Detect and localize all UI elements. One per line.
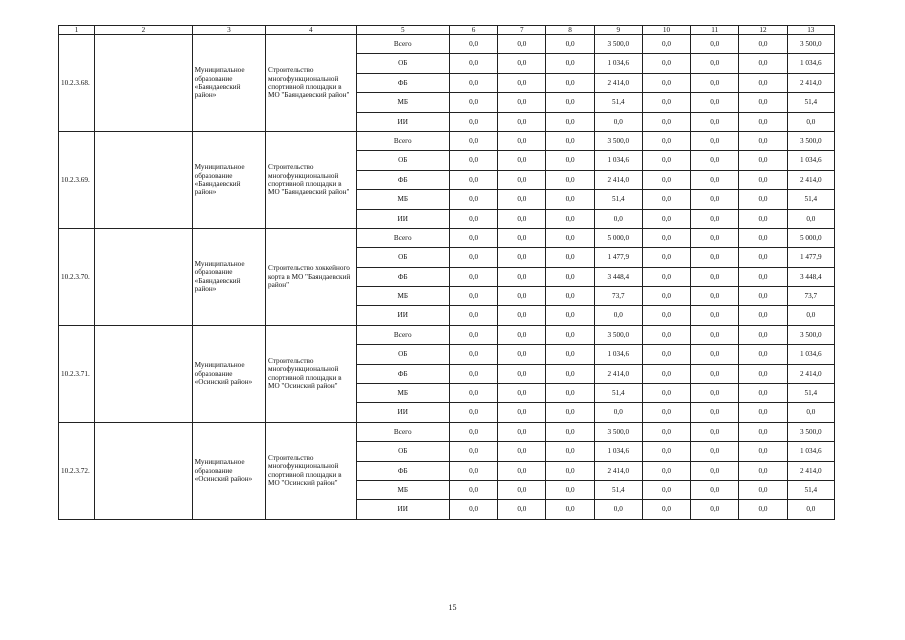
- value-cell: 0,0: [739, 345, 787, 364]
- value-cell: 0,0: [739, 461, 787, 480]
- column-number: 8: [546, 26, 594, 35]
- value-cell: 0,0: [642, 364, 690, 383]
- value-cell: 0,0: [739, 190, 787, 209]
- value-cell: 0,0: [642, 267, 690, 286]
- organization-cell: Муниципальное образование «Баяндаевский район»: [192, 131, 265, 228]
- value-cell: 0,0: [691, 190, 739, 209]
- page-number: 15: [448, 603, 457, 612]
- value-cell: 2 414,0: [787, 73, 834, 92]
- value-cell: 3 500,0: [787, 35, 834, 54]
- value-cell: 0,0: [498, 170, 546, 189]
- value-cell: 2 414,0: [787, 461, 834, 480]
- value-cell: 0,0: [449, 170, 497, 189]
- value-cell: 0,0: [739, 422, 787, 441]
- value-cell: 0,0: [739, 54, 787, 73]
- value-cell: 0,0: [739, 384, 787, 403]
- value-cell: 0,0: [449, 287, 497, 306]
- funding-source: ОБ: [356, 54, 449, 73]
- value-cell: 0,0: [498, 345, 546, 364]
- value-cell: 1 034,6: [594, 442, 642, 461]
- value-cell: 0,0: [642, 112, 690, 131]
- funding-source: Всего: [356, 35, 449, 54]
- value-cell: 2 414,0: [594, 364, 642, 383]
- funding-source: ИИ: [356, 306, 449, 325]
- funding-source: ОБ: [356, 248, 449, 267]
- funding-source: МБ: [356, 480, 449, 499]
- column-2-cell: [95, 228, 193, 325]
- value-cell: 0,0: [449, 228, 497, 247]
- value-cell: 0,0: [546, 461, 594, 480]
- value-cell: 0,0: [498, 190, 546, 209]
- value-cell: 0,0: [449, 131, 497, 150]
- value-cell: 3 448,4: [787, 267, 834, 286]
- value-cell: 0,0: [498, 306, 546, 325]
- value-cell: 51,4: [787, 480, 834, 499]
- value-cell: 2 414,0: [787, 170, 834, 189]
- column-2-cell: [95, 131, 193, 228]
- value-cell: 0,0: [691, 345, 739, 364]
- value-cell: 0,0: [642, 461, 690, 480]
- value-cell: 0,0: [739, 93, 787, 112]
- value-cell: 1 034,6: [787, 345, 834, 364]
- value-cell: 0,0: [498, 422, 546, 441]
- column-number: 10: [642, 26, 690, 35]
- value-cell: 1 034,6: [787, 442, 834, 461]
- value-cell: 0,0: [449, 403, 497, 422]
- value-cell: 0,0: [449, 190, 497, 209]
- value-cell: 0,0: [498, 287, 546, 306]
- funding-source: ОБ: [356, 151, 449, 170]
- value-cell: 0,0: [787, 209, 834, 228]
- value-cell: 0,0: [691, 480, 739, 499]
- value-cell: 2 414,0: [594, 73, 642, 92]
- value-cell: 0,0: [449, 500, 497, 519]
- value-cell: 0,0: [449, 248, 497, 267]
- value-cell: 0,0: [642, 54, 690, 73]
- value-cell: 3 500,0: [594, 325, 642, 344]
- value-cell: 0,0: [546, 422, 594, 441]
- value-cell: 5 000,0: [787, 228, 834, 247]
- table-row: [59, 228, 835, 247]
- value-cell: 0,0: [642, 170, 690, 189]
- value-cell: 51,4: [787, 93, 834, 112]
- value-cell: 0,0: [691, 442, 739, 461]
- value-cell: 0,0: [691, 93, 739, 112]
- value-cell: 3 448,4: [594, 267, 642, 286]
- value-cell: 0,0: [642, 325, 690, 344]
- value-cell: 51,4: [594, 93, 642, 112]
- value-cell: 0,0: [498, 93, 546, 112]
- funding-source: ИИ: [356, 403, 449, 422]
- table-body: [59, 26, 835, 520]
- column-2-cell: [95, 325, 193, 422]
- value-cell: 0,0: [642, 384, 690, 403]
- value-cell: 0,0: [498, 500, 546, 519]
- value-cell: 0,0: [498, 442, 546, 461]
- column-number: 7: [498, 26, 546, 35]
- value-cell: 51,4: [787, 384, 834, 403]
- value-cell: 3 500,0: [594, 131, 642, 150]
- value-cell: 0,0: [739, 151, 787, 170]
- value-cell: 1 034,6: [594, 54, 642, 73]
- value-cell: 0,0: [691, 287, 739, 306]
- value-cell: 0,0: [642, 190, 690, 209]
- value-cell: 0,0: [642, 35, 690, 54]
- value-cell: 0,0: [546, 345, 594, 364]
- value-cell: 0,0: [449, 54, 497, 73]
- value-cell: 0,0: [739, 325, 787, 344]
- table-row: [59, 422, 835, 441]
- item-code: 10.2.3.71.: [59, 325, 95, 422]
- column-number: 1: [59, 26, 95, 35]
- value-cell: 0,0: [546, 54, 594, 73]
- value-cell: 0,0: [449, 345, 497, 364]
- value-cell: 2 414,0: [594, 170, 642, 189]
- value-cell: 0,0: [739, 480, 787, 499]
- value-cell: 0,0: [691, 73, 739, 92]
- value-cell: 0,0: [739, 209, 787, 228]
- value-cell: 0,0: [691, 151, 739, 170]
- table-row: [59, 35, 835, 54]
- value-cell: 0,0: [739, 403, 787, 422]
- value-cell: 0,0: [546, 131, 594, 150]
- funding-source: Всего: [356, 131, 449, 150]
- value-cell: 0,0: [642, 422, 690, 441]
- funding-source: ФБ: [356, 461, 449, 480]
- value-cell: 0,0: [449, 480, 497, 499]
- value-cell: 0,0: [691, 364, 739, 383]
- value-cell: 0,0: [642, 287, 690, 306]
- value-cell: 0,0: [546, 364, 594, 383]
- funding-source: ИИ: [356, 209, 449, 228]
- value-cell: 0,0: [498, 384, 546, 403]
- description-cell: Строительство многофункциональной спортивной площадки в МО "Баяндаевский район": [266, 35, 356, 132]
- value-cell: 0,0: [642, 151, 690, 170]
- value-cell: 1 034,6: [594, 151, 642, 170]
- value-cell: 0,0: [691, 384, 739, 403]
- value-cell: 51,4: [594, 190, 642, 209]
- value-cell: 0,0: [594, 500, 642, 519]
- column-number-row: [59, 26, 835, 35]
- value-cell: 0,0: [449, 209, 497, 228]
- value-cell: 1 477,9: [787, 248, 834, 267]
- item-code: 10.2.3.70.: [59, 228, 95, 325]
- value-cell: 0,0: [498, 131, 546, 150]
- value-cell: 0,0: [546, 248, 594, 267]
- value-cell: 0,0: [546, 480, 594, 499]
- value-cell: 2 414,0: [594, 461, 642, 480]
- value-cell: 0,0: [449, 35, 497, 54]
- value-cell: 0,0: [449, 461, 497, 480]
- value-cell: 0,0: [449, 267, 497, 286]
- value-cell: 0,0: [498, 112, 546, 131]
- column-number: 6: [449, 26, 497, 35]
- value-cell: 0,0: [739, 35, 787, 54]
- value-cell: 0,0: [498, 228, 546, 247]
- value-cell: 0,0: [498, 480, 546, 499]
- column-number: 2: [95, 26, 193, 35]
- organization-cell: Муниципальное образование «Осинский район»: [192, 422, 265, 519]
- funding-source: МБ: [356, 287, 449, 306]
- value-cell: 0,0: [449, 325, 497, 344]
- value-cell: 0,0: [498, 73, 546, 92]
- value-cell: 1 034,6: [594, 345, 642, 364]
- value-cell: 0,0: [546, 209, 594, 228]
- value-cell: 0,0: [546, 384, 594, 403]
- value-cell: 0,0: [691, 170, 739, 189]
- value-cell: 0,0: [546, 35, 594, 54]
- value-cell: 0,0: [642, 209, 690, 228]
- value-cell: 0,0: [546, 442, 594, 461]
- value-cell: 0,0: [691, 500, 739, 519]
- value-cell: 0,0: [739, 500, 787, 519]
- table-row: [59, 131, 835, 150]
- description-cell: Строительство многофункциональной спортивной площадки в МО "Баяндаевский район": [266, 131, 356, 228]
- value-cell: 0,0: [498, 267, 546, 286]
- funding-source: ФБ: [356, 267, 449, 286]
- value-cell: 3 500,0: [594, 422, 642, 441]
- value-cell: 73,7: [787, 287, 834, 306]
- value-cell: 1 034,6: [787, 151, 834, 170]
- value-cell: 0,0: [642, 442, 690, 461]
- value-cell: 0,0: [449, 93, 497, 112]
- funding-source: ОБ: [356, 442, 449, 461]
- value-cell: 0,0: [642, 403, 690, 422]
- value-cell: 3 500,0: [787, 325, 834, 344]
- value-cell: 0,0: [546, 73, 594, 92]
- value-cell: 0,0: [498, 151, 546, 170]
- value-cell: 0,0: [642, 93, 690, 112]
- value-cell: 0,0: [691, 267, 739, 286]
- value-cell: 0,0: [739, 306, 787, 325]
- value-cell: 0,0: [691, 35, 739, 54]
- value-cell: 0,0: [498, 209, 546, 228]
- value-cell: 0,0: [546, 112, 594, 131]
- funding-source: ИИ: [356, 112, 449, 131]
- funding-source: МБ: [356, 190, 449, 209]
- value-cell: 0,0: [739, 442, 787, 461]
- value-cell: 0,0: [498, 364, 546, 383]
- value-cell: 0,0: [449, 112, 497, 131]
- item-code: 10.2.3.72.: [59, 422, 95, 519]
- value-cell: 0,0: [787, 306, 834, 325]
- funding-source: Всего: [356, 422, 449, 441]
- value-cell: 0,0: [546, 287, 594, 306]
- value-cell: 0,0: [642, 500, 690, 519]
- budget-table: [58, 25, 835, 520]
- value-cell: 3 500,0: [787, 422, 834, 441]
- column-number: 4: [266, 26, 356, 35]
- column-number: 11: [691, 26, 739, 35]
- value-cell: 0,0: [691, 325, 739, 344]
- funding-source: ОБ: [356, 345, 449, 364]
- organization-cell: Муниципальное образование «Осинский район»: [192, 325, 265, 422]
- value-cell: 0,0: [449, 151, 497, 170]
- column-number: 13: [787, 26, 834, 35]
- funding-source: ИИ: [356, 500, 449, 519]
- value-cell: 0,0: [739, 170, 787, 189]
- value-cell: 0,0: [449, 384, 497, 403]
- value-cell: 0,0: [498, 248, 546, 267]
- funding-source: ФБ: [356, 73, 449, 92]
- value-cell: 0,0: [546, 190, 594, 209]
- value-cell: 0,0: [691, 112, 739, 131]
- value-cell: 0,0: [594, 112, 642, 131]
- funding-source: МБ: [356, 384, 449, 403]
- value-cell: 0,0: [546, 500, 594, 519]
- value-cell: 1 034,6: [787, 54, 834, 73]
- value-cell: 0,0: [691, 228, 739, 247]
- value-cell: 0,0: [449, 442, 497, 461]
- value-cell: 0,0: [642, 248, 690, 267]
- value-cell: 0,0: [546, 267, 594, 286]
- value-cell: 2 414,0: [787, 364, 834, 383]
- value-cell: 5 000,0: [594, 228, 642, 247]
- value-cell: 0,0: [546, 93, 594, 112]
- value-cell: 0,0: [594, 306, 642, 325]
- value-cell: 0,0: [498, 403, 546, 422]
- column-number: 9: [594, 26, 642, 35]
- column-number: 3: [192, 26, 265, 35]
- value-cell: 0,0: [691, 306, 739, 325]
- value-cell: 0,0: [691, 461, 739, 480]
- value-cell: 1 477,9: [594, 248, 642, 267]
- value-cell: 0,0: [546, 403, 594, 422]
- item-code: 10.2.3.68.: [59, 35, 95, 132]
- value-cell: 0,0: [739, 287, 787, 306]
- value-cell: 0,0: [691, 403, 739, 422]
- value-cell: 0,0: [691, 209, 739, 228]
- funding-source: МБ: [356, 93, 449, 112]
- value-cell: 0,0: [739, 131, 787, 150]
- value-cell: 51,4: [594, 480, 642, 499]
- value-cell: 0,0: [546, 170, 594, 189]
- organization-cell: Муниципальное образование «Баяндаевский район»: [192, 228, 265, 325]
- funding-source: Всего: [356, 228, 449, 247]
- funding-source: ФБ: [356, 170, 449, 189]
- value-cell: 0,0: [739, 112, 787, 131]
- value-cell: 0,0: [546, 306, 594, 325]
- column-2-cell: [95, 35, 193, 132]
- value-cell: 0,0: [498, 461, 546, 480]
- value-cell: 0,0: [739, 248, 787, 267]
- value-cell: 0,0: [498, 325, 546, 344]
- value-cell: 0,0: [546, 325, 594, 344]
- value-cell: 0,0: [498, 35, 546, 54]
- value-cell: 0,0: [739, 267, 787, 286]
- value-cell: 0,0: [642, 345, 690, 364]
- value-cell: 0,0: [546, 228, 594, 247]
- value-cell: 0,0: [449, 306, 497, 325]
- column-2-cell: [95, 422, 193, 519]
- item-code: 10.2.3.69.: [59, 131, 95, 228]
- value-cell: 0,0: [449, 422, 497, 441]
- value-cell: 3 500,0: [594, 35, 642, 54]
- description-cell: Строительство хоккейного корта в МО "Баяндаевский район": [266, 228, 356, 325]
- value-cell: 0,0: [546, 151, 594, 170]
- value-cell: 51,4: [787, 190, 834, 209]
- organization-cell: Муниципальное образование «Баяндаевский район»: [192, 35, 265, 132]
- value-cell: 0,0: [594, 209, 642, 228]
- value-cell: 0,0: [691, 54, 739, 73]
- value-cell: 0,0: [449, 73, 497, 92]
- funding-source: ФБ: [356, 364, 449, 383]
- value-cell: 0,0: [739, 228, 787, 247]
- value-cell: 0,0: [498, 54, 546, 73]
- value-cell: 0,0: [787, 500, 834, 519]
- value-cell: 0,0: [449, 364, 497, 383]
- value-cell: 0,0: [642, 73, 690, 92]
- description-cell: Строительство многофункциональной спортивной площадки в МО "Осинский район": [266, 325, 356, 422]
- value-cell: 51,4: [594, 384, 642, 403]
- value-cell: 0,0: [594, 403, 642, 422]
- value-cell: 0,0: [642, 480, 690, 499]
- column-number: 12: [739, 26, 787, 35]
- value-cell: 3 500,0: [787, 131, 834, 150]
- column-number: 5: [356, 26, 449, 35]
- description-cell: Строительство многофункциональной спортивной площадки в МО "Осинский район": [266, 422, 356, 519]
- value-cell: 0,0: [739, 364, 787, 383]
- funding-source: Всего: [356, 325, 449, 344]
- value-cell: 0,0: [787, 112, 834, 131]
- value-cell: 73,7: [594, 287, 642, 306]
- value-cell: 0,0: [691, 422, 739, 441]
- value-cell: 0,0: [642, 306, 690, 325]
- table-row: [59, 325, 835, 344]
- value-cell: 0,0: [691, 248, 739, 267]
- value-cell: 0,0: [739, 73, 787, 92]
- value-cell: 0,0: [787, 403, 834, 422]
- value-cell: 0,0: [642, 131, 690, 150]
- value-cell: 0,0: [691, 131, 739, 150]
- value-cell: 0,0: [642, 228, 690, 247]
